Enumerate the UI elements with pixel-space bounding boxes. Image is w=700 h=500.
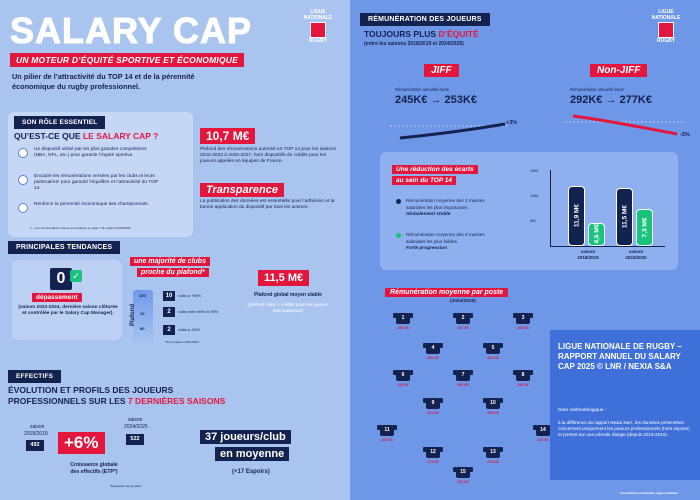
growth-value: +6% [58, 432, 105, 454]
jersey-number: 7 [461, 372, 465, 378]
clubs-label-1: clubs à +95% [178, 294, 201, 298]
report-note-text: à la différence du rapport Nexia S&A, les données présentées concernent uniquement les joueurs professionnels (hors espoirs) et portent sur une période élargie (depuis 2018-2019). [558, 420, 690, 437]
role-footnote: 1 – Les rémunérations visées sont définies en page 7 du rapport 2024/2025 [30, 226, 131, 230]
ecarts-title-2: au sein du TOP 14 [392, 176, 456, 185]
role-bullet-1: Un dispositif utilisé par les plus grandes compétitions (NBA, NFL, etc.) pour garantir l’équité sportive. [34, 147, 147, 158]
globe-icon [18, 148, 28, 158]
ecarts-item1-1: Rémunération moyenne des 3 masses [406, 198, 485, 203]
players-per-club-1: 37 joueurs/club [200, 430, 291, 444]
jersey-salary: 302 K€ [487, 356, 499, 360]
remuneration-heading-highlight: D’ÉQUITÉ [438, 29, 479, 39]
jiff-delta: +3% [506, 120, 518, 126]
jersey-salary: 223 K€ [381, 438, 393, 442]
season-a: 2018/2019 [24, 431, 48, 437]
jersey-13 [486, 447, 500, 458]
category-1-line1: saison [580, 249, 596, 254]
ecarts-item2-1: Rémunération moyenne des 3 masses [406, 232, 485, 237]
role-heading-highlight: LE SALARY CAP ? [82, 131, 159, 141]
plafond-gauge [133, 290, 153, 345]
zero-value: 0 [50, 268, 72, 290]
jersey-number: 2 [461, 315, 465, 321]
remuneration-tag: RÉMUNÉRATION DES JOUEURS [360, 13, 490, 26]
stable-value: 11,5 M€ [258, 270, 309, 286]
nonjiff-line [573, 116, 677, 134]
ecarts-item1-2: salariales les plus importantes. [406, 205, 469, 210]
jersey-number: 8 [521, 372, 525, 378]
jersey-number: 1 [401, 315, 405, 321]
ecarts-item1-3: Globalement stable [406, 212, 451, 217]
role-tag: SON RÔLE ESSENTIEL [14, 116, 105, 129]
role-heading-pre: QU’EST-CE QUE [14, 131, 83, 141]
jersey-10 [486, 398, 500, 409]
navy-legend-dot [396, 199, 401, 204]
jersey-14 [536, 425, 550, 436]
jersey-number: 11 [384, 427, 390, 433]
ecarts-item2-3: Forte progression [406, 246, 448, 251]
gauge-tick-mid: 10 [140, 311, 145, 316]
growth-caption-1: Croissance globale [70, 462, 118, 468]
jersey-number: 15 [460, 469, 466, 475]
jersey-number: 13 [490, 449, 496, 455]
jersey-salary: 293 K€ [427, 356, 439, 360]
transparence-title: Transparence [200, 183, 284, 197]
jersey-number: 4 [431, 345, 435, 351]
season-a-value: 492 [26, 440, 44, 451]
nonjiff-title: Non-JIFF [590, 64, 647, 77]
jiff-title: JIFF [424, 64, 459, 77]
jersey-number: 10 [490, 400, 496, 406]
jiff-caption: Rémunération annuelle brute [395, 87, 450, 92]
credit: Conception & réalisation agence Bailleul [620, 491, 679, 495]
ecarts-item2-2: salariales les plus faibles. [406, 239, 459, 244]
role-heading [14, 131, 158, 141]
clubs-label-3: clubs à -80% [178, 328, 200, 332]
majority-title-2: proche du plafond* [137, 268, 209, 277]
depassement-text: (saison 2023-2024, dernière saison clôturée et contrôlée par le Salary Cap Manager). [18, 305, 118, 316]
etp-footnote: *Equivalent temps plein [110, 484, 142, 488]
report-note-title: Note méthodologique : [558, 408, 607, 413]
right-panel [350, 0, 700, 500]
lnr-logo-right [648, 10, 684, 48]
category-2-line1: saison [628, 249, 644, 254]
logo-right-line1: LIGUE [658, 9, 674, 15]
plafond-value: 10,7 M€ [200, 128, 255, 144]
espoirs: (+17 Espoirs) [232, 469, 270, 475]
check-icon: ✓ [70, 270, 82, 282]
stable-note: (plafond initial + crédits pour les joueurs internationaux) [247, 302, 329, 313]
jersey-1 [396, 313, 410, 324]
y-tick-15: 15M [530, 168, 538, 173]
players-per-club-2: en moyenne [215, 447, 289, 461]
effectifs-tag: EFFECTIFS [8, 370, 61, 383]
tendances-tag: PRINCIPALES TENDANCES [8, 241, 120, 254]
gauge-tick-high: 100 [139, 293, 146, 298]
nonjiff-range: 292K€ → 277K€ [570, 94, 652, 106]
y-tick-5: 5M [530, 218, 536, 223]
y-tick-10: 10M [530, 193, 538, 198]
depassement-label: dépassement [32, 293, 82, 302]
bar-label-1-series-1: 11,9 M€ [573, 203, 580, 227]
jersey-salary: 268 K€ [517, 326, 529, 330]
season-b: 2024/2025 [124, 424, 148, 430]
majority-footnote: *Sur la saison 2023-2024 [165, 340, 199, 344]
chart-baseline [550, 246, 665, 247]
jersey-number: 5 [491, 345, 495, 351]
lnr-logo [300, 10, 336, 48]
jersey-7 [456, 370, 470, 381]
report-title: LIGUE NATIONALE DE RUGBY – RAPPORT ANNUEL DU SALARY CAP 2025 © LNR / NEXIA S&A [558, 342, 682, 371]
jersey-5 [486, 343, 500, 354]
plafond-gauge-label: Plafond [130, 304, 136, 326]
clubs-label-2: clubs entre 80% et 95% [178, 310, 219, 314]
subtitle-banner: UN MOTEUR D’ÉQUITÉ SPORTIVE ET ÉCONOMIQUE [10, 53, 244, 67]
jersey-3 [516, 313, 530, 324]
logo-right-emblem [658, 22, 674, 38]
jersey-salary: 231 K€ [457, 480, 469, 484]
bar-label-2-series-1: 11,5 M€ [621, 204, 628, 228]
majority-title-1: une majorité de clubs [130, 257, 210, 266]
gap-chart [530, 160, 670, 265]
jersey-salary: 269 K€ [457, 383, 469, 387]
clubs-count-2: 2 [163, 307, 175, 317]
bar-label-1-series-2: 4,6 M€ [593, 223, 600, 244]
jersey-2 [456, 313, 470, 324]
main-title: SALARY CAP [10, 10, 253, 51]
category-2-line2: 2024/2025 [625, 255, 647, 260]
shield-icon [18, 203, 28, 213]
gauge-tick-low: 80 [140, 326, 145, 331]
growth-caption-2: des effectifs (ETP*) [70, 469, 118, 475]
ecarts-title-1: Une réduction des écarts [392, 165, 478, 174]
jersey-number: 14 [540, 427, 546, 433]
plafond-text: Plafond des rémunérations autorisé en TOP 14 pour les saisons 2022-2023 à 2026-2027, hors dispositifs de crédits pour les joueurs appelés en équipes de France. [200, 147, 336, 164]
category-1-line2: 2018/2019 [577, 255, 599, 260]
remuneration-heading-pre: TOUJOURS PLUS [364, 29, 439, 39]
effectifs-heading-2-pre: PROFESSIONNELS SUR LES [8, 396, 128, 406]
nonjiff-caption: Rémunération annuelle brute [570, 87, 625, 92]
chart-axis [550, 170, 551, 246]
season-b-label: saison [128, 417, 143, 423]
green-legend-dot [396, 233, 401, 238]
intro-line1: Un pilier de l’attractivité du TOP 14 et de la pérennité [12, 72, 195, 81]
jersey-number: 3 [521, 315, 525, 321]
role-bullet-3: Renforce la pérennité économique des championnats. [34, 202, 149, 207]
effectifs-heading-2 [8, 396, 225, 406]
nonjiff-delta: -5% [680, 132, 690, 138]
logo-right-line2: NATIONALE [651, 14, 681, 21]
jersey-salary: 242 K€ [397, 383, 409, 387]
jiff-trend [390, 112, 510, 142]
jersey-salary: 296 K€ [517, 383, 529, 387]
jersey-salary: 261 K€ [427, 411, 439, 415]
season-a-label: saison [30, 424, 45, 430]
handshake-icon [18, 175, 28, 185]
jersey-salary: 278 K€ [487, 460, 499, 464]
jiff-range: 245K€ → 253K€ [395, 94, 477, 106]
jersey-number: 12 [430, 449, 436, 455]
jersey-salary: 247 K€ [457, 326, 469, 330]
nonjiff-trend [565, 112, 685, 142]
transparence-text: La publication des données est essentielle pour l’adhésion et la bonne application du dispositif par tous les acteurs. [200, 199, 335, 210]
remuneration-heading [364, 29, 479, 39]
jersey-number: 9 [431, 400, 435, 406]
jersey-9 [426, 398, 440, 409]
logo-line2: NATIONALE [303, 14, 333, 21]
jersey-salary: 341 K€ [487, 411, 499, 415]
clubs-count-3: 2 [163, 325, 175, 335]
jersey-salary: 223 K€ [537, 438, 549, 442]
jersey-4 [426, 343, 440, 354]
jersey-salary: 274 K€ [427, 460, 439, 464]
role-bullet-2: Encadre les rémunérations versées par les clubs et leurs partenaires¹ pour garantir l’équilibre et l’attractivité du TOP 14. [34, 174, 158, 191]
logo-line3: RUGBY [308, 38, 328, 44]
jersey-6 [396, 370, 410, 381]
logo-emblem [310, 22, 326, 38]
poste-subtitle: (2024/2025) [450, 299, 476, 304]
jersey-11 [380, 425, 394, 436]
effectifs-heading-1: ÉVOLUTION ET PROFILS DES JOUEURS [8, 385, 174, 395]
effectifs-heading-2-highlight: 7 DERNIÈRES SAISONS [127, 396, 226, 406]
jersey-salary: 245 K€ [397, 326, 409, 330]
remuneration-sub: (entre les saisons 2018/2019 et 2024/2025) [364, 41, 464, 47]
clubs-count-1: 10 [163, 291, 175, 301]
stable-label: Plafond global moyen stable [254, 292, 322, 298]
season-b-value: 522 [126, 434, 144, 445]
jersey-12 [426, 447, 440, 458]
logo-line1: LIGUE [310, 9, 326, 15]
jersey-15 [456, 467, 470, 478]
intro-line2: économique du rugby professionnel. [12, 82, 141, 91]
poste-title: Rémunération moyenne par poste [385, 288, 508, 297]
jersey-number: 6 [401, 372, 405, 378]
logo-right-line3: RUGBY [656, 38, 676, 44]
bar-label-2-series-2: 7,3 M€ [641, 217, 648, 237]
jersey-8 [516, 370, 530, 381]
